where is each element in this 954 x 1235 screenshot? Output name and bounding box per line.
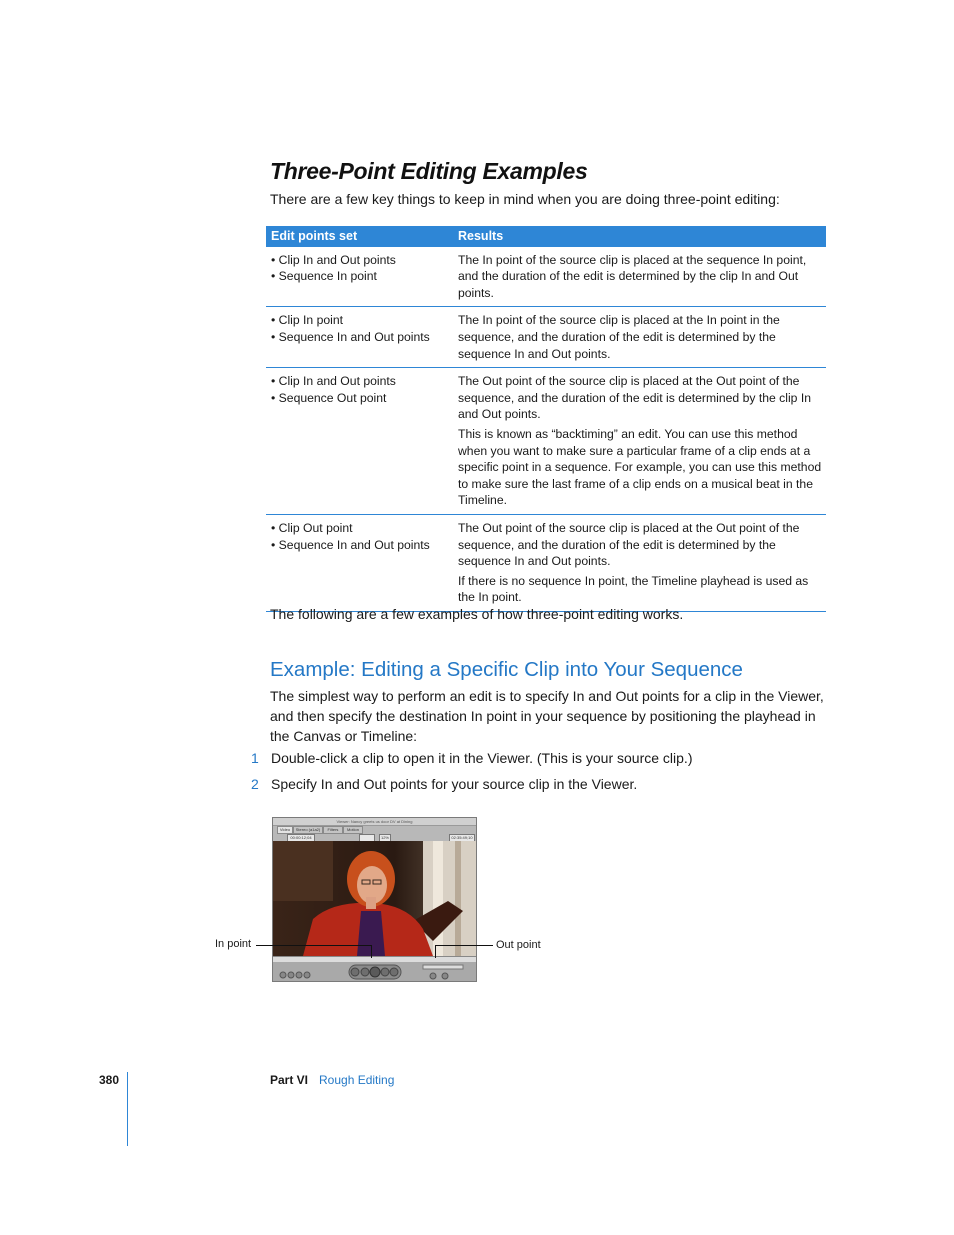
transport-controls xyxy=(273,962,476,981)
edit-point: Sequence In and Out points xyxy=(278,537,430,552)
out-point-callout: Out point xyxy=(496,939,541,951)
step-1 xyxy=(251,750,692,766)
mark-clip-icon xyxy=(296,972,302,978)
match-frame-icon xyxy=(430,973,436,979)
intro-text: There are a few key things to keep in mind when you are doing three-point editing: xyxy=(270,191,780,207)
mark-out-icon xyxy=(288,972,294,978)
edit-point: Sequence In point xyxy=(278,269,377,284)
result-text: The In point of the source clip is placed at the sequence In point, and the duration of the edit is determined by the clip In and Out points. xyxy=(458,252,807,300)
jog-control xyxy=(423,965,463,969)
edit-points-cell: • Clip Out point • Sequence In and Out points xyxy=(266,514,453,611)
out-point-leader xyxy=(435,945,493,946)
section-title: Example: Editing a Specific Clip into Your Sequence xyxy=(270,658,743,681)
tab-filters[interactable]: Filters xyxy=(323,826,343,834)
tab-video[interactable]: Video xyxy=(277,826,293,834)
edit-point: Clip In and Out points xyxy=(278,252,396,267)
in-point-callout: In point xyxy=(215,938,252,950)
step-text: Specify In and Out points for your source clip in the Viewer. xyxy=(271,776,638,792)
step-number: 2 xyxy=(251,776,259,792)
edit-points-cell: • Clip In point • Sequence In and Out points xyxy=(266,307,453,368)
result-text: This is known as “backtiming” an edit. You can use this method when you want to make sure a particular frame of a clip ends at a specific point in a sequence. For example, you can use this method to make sure the last frame of a clip ends on a musical beat in the Timeline. xyxy=(458,426,822,508)
tab-stereo[interactable]: Stereo (a1a2) xyxy=(293,826,323,834)
edit-points-table xyxy=(266,226,826,612)
results-cell xyxy=(453,307,826,368)
out-point-leader-drop xyxy=(435,945,436,958)
edit-point: Clip In point xyxy=(278,313,344,328)
table-row xyxy=(266,368,826,515)
viewer-tabs xyxy=(275,826,474,833)
viewer-screenshot xyxy=(272,817,477,982)
results-cell xyxy=(453,247,826,307)
table-row xyxy=(266,307,826,368)
header-edit-points: Edit points set xyxy=(266,226,453,247)
zoom-level[interactable]: 12% xyxy=(380,835,389,840)
step-number: 1 xyxy=(251,750,259,766)
current-timecode: 02:35:49;10 xyxy=(449,834,475,842)
header-results: Results xyxy=(453,226,826,247)
step-2 xyxy=(251,776,637,792)
mark-in-icon xyxy=(280,972,286,978)
footer-part: Part VI xyxy=(270,1073,309,1087)
video-frame-art xyxy=(273,841,476,956)
page-number: 380 xyxy=(99,1073,120,1087)
table-row xyxy=(266,514,826,611)
footer-chapter: Rough Editing xyxy=(319,1073,395,1087)
play-icon xyxy=(370,967,380,977)
play-around-icon xyxy=(381,968,389,976)
next-edit-icon xyxy=(390,968,398,976)
following-text: The following are a few examples of how three-point editing works. xyxy=(270,606,684,622)
result-text: If there is no sequence In point, the Timeline playhead is used as the In point. xyxy=(458,573,809,605)
previous-edit-icon xyxy=(351,968,359,976)
in-point-leader-drop xyxy=(371,945,372,958)
edit-point: Sequence Out point xyxy=(278,390,387,405)
in-point-leader xyxy=(256,945,371,946)
edit-point: Clip In and Out points xyxy=(278,374,396,389)
video-frame-image xyxy=(273,841,476,956)
footer-rule xyxy=(127,1072,128,1146)
page-title: Three-Point Editing Examples xyxy=(270,158,588,184)
edit-points-cell: • Clip In and Out points • Sequence Out point xyxy=(266,368,453,515)
edit-points-cell: • Clip In and Out points • Sequence In point xyxy=(266,247,453,307)
add-marker-icon xyxy=(304,972,310,978)
edit-point: Sequence In and Out points xyxy=(278,329,430,344)
edit-point: Clip Out point xyxy=(278,520,353,535)
step-text: Double-click a clip to open it in the Viewer. (This is your source clip.) xyxy=(271,750,693,766)
viewer-title-bar: Viewer: Nancy greets us door DV at Dining xyxy=(273,818,476,826)
section-paragraph: The simplest way to perform an edit is to specify In and Out points for a clip in the Viewer, and then specify the destination In point in your sequence by positioning the playhead in the Canvas or Timeline: xyxy=(270,688,824,744)
mark-in-out-icon xyxy=(442,973,448,979)
result-text: The Out point of the source clip is placed at the Out point of the sequence, and the duration of the edit is determined by the clip In and Out points. xyxy=(458,374,811,422)
table-header-row xyxy=(266,226,826,247)
table-row xyxy=(266,247,826,307)
results-cell xyxy=(453,368,826,515)
result-text: The In point of the source clip is placed at the In point in the sequence, and the duration of the edit is determined by the sequence In and Out points. xyxy=(458,313,780,361)
tab-motion[interactable]: Motion xyxy=(343,826,363,834)
result-text: The Out point of the source clip is placed at the Out point of the sequence, and the duration of the edit is determined by the sequence In and Out points. xyxy=(458,520,800,569)
play-in-out-icon xyxy=(361,968,369,976)
duration-timecode: 00:00:12;04 xyxy=(287,834,315,842)
results-cell xyxy=(453,514,826,611)
